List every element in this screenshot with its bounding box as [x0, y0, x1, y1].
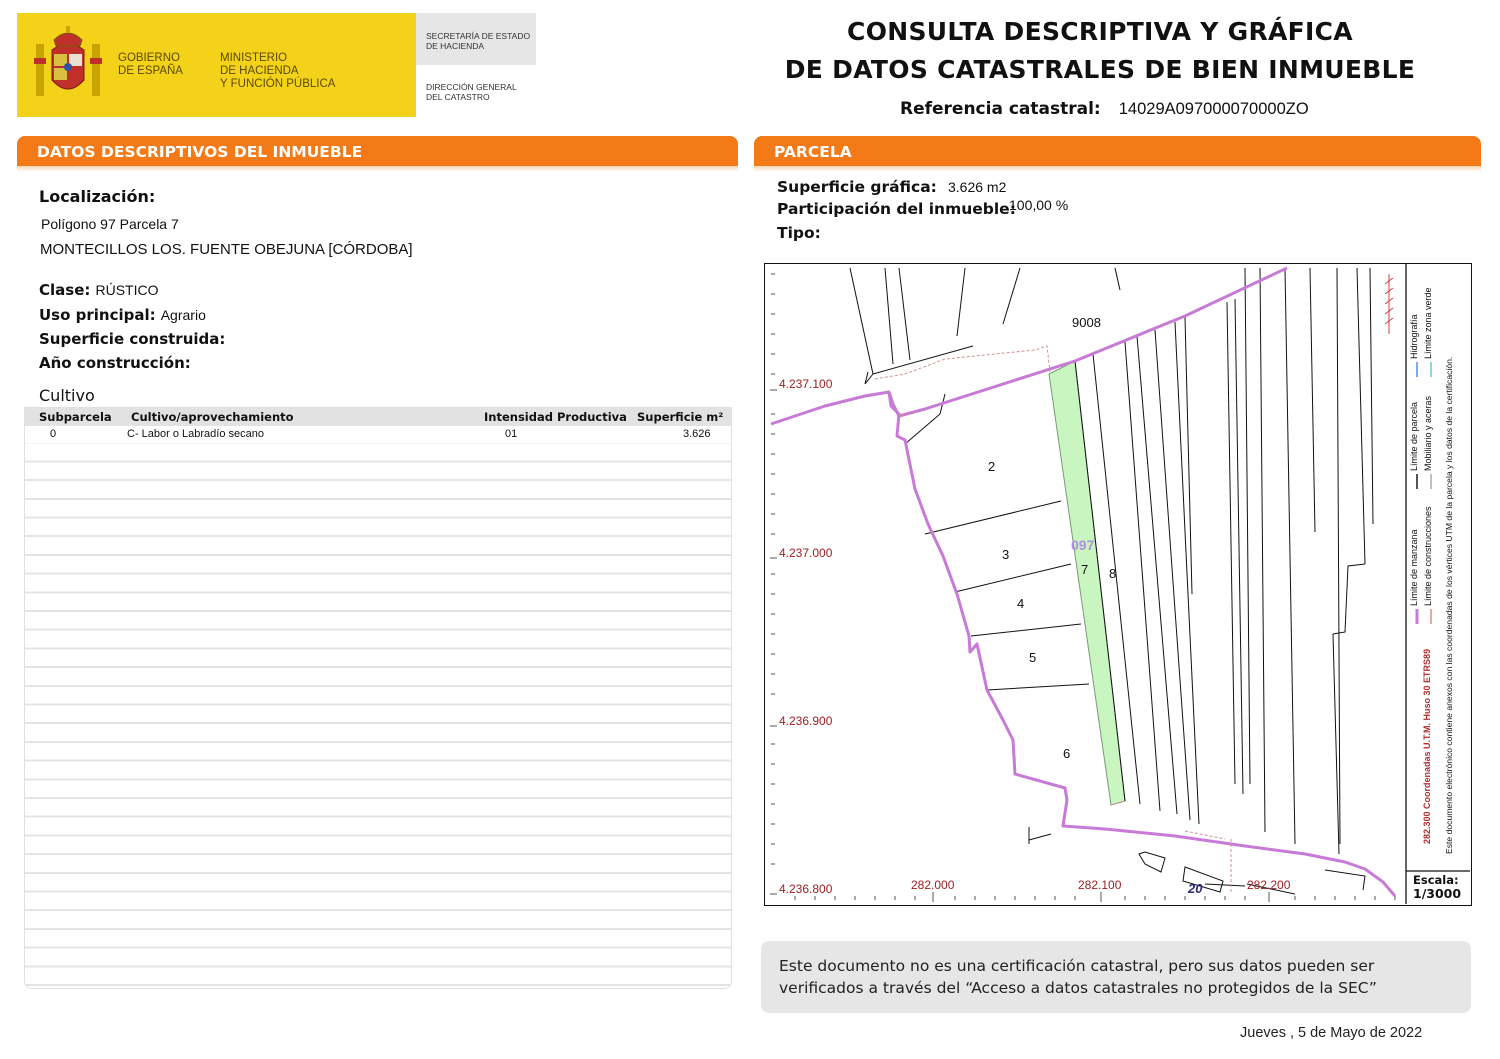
map-label-6: 6 — [1063, 746, 1071, 761]
legend-document-note: Este documento electrónico contiene anexos con las coordenadas de los vértices UTM de la parcela y los datos de la certificación. — [1444, 356, 1454, 854]
y-tick-label: 4.236.900 — [779, 714, 833, 728]
map-drawing — [765, 264, 1470, 904]
ministerio-text: MINISTERIO DE HACIENDA Y FUNCIÓN PÚBLICA — [220, 52, 336, 90]
cultivo-title: Cultivo — [39, 386, 95, 405]
map-label-8: 8 — [1109, 566, 1117, 581]
map-label-2: 2 — [988, 459, 996, 474]
participacion-label: Participación del inmueble: — [777, 200, 1016, 218]
map-label-4: 4 — [1017, 596, 1025, 611]
secretaria-text: SECRETARÍA DE ESTADO DE HACIENDA — [426, 31, 531, 51]
legend-manzana: Límite de manzana — [1409, 529, 1419, 606]
table-row — [25, 426, 731, 443]
legend-zona-verde: Límite zona verde — [1423, 287, 1433, 359]
coat-of-arms-icon — [30, 24, 106, 104]
clase-label: Clase: — [39, 281, 91, 299]
referencia-label: Referencia catastral: — [900, 99, 1101, 119]
map-label-9008: 9008 — [1072, 315, 1101, 330]
cell-intensidad: 01 — [505, 428, 518, 440]
localizacion-line1: Polígono 97 Parcela 7 — [41, 216, 179, 232]
cell-cultivo: C- Labor o Labradío secano — [127, 428, 264, 440]
legend-mobiliario: Mobiliario y aceras — [1423, 395, 1433, 471]
x-tick-label: 282.000 — [911, 878, 955, 892]
scale-label: Escala: — [1413, 873, 1459, 887]
superficie-grafica-value: 3.626 m2 — [947, 179, 1007, 195]
cadastral-map — [764, 263, 1472, 906]
referencia-value: 14029A097000070000ZO — [1118, 100, 1309, 118]
referencia-catastral — [900, 99, 1309, 119]
clase-value: RÚSTICO — [95, 282, 159, 298]
page-title-line1: CONSULTA DESCRIPTIVA Y GRÁFICA — [847, 17, 1353, 46]
map-label-poligono: 097 — [1071, 537, 1095, 553]
localizacion-label: Localización: — [39, 187, 156, 206]
header-cultivo: Cultivo/aprovechamiento — [131, 410, 294, 424]
superficie-grafica-row — [777, 177, 1006, 196]
uso-value: Agrario — [160, 307, 206, 323]
document-date: Jueves , 5 de Mayo de 2022 — [1240, 1025, 1423, 1041]
legend-parcela: Límite de parcela — [1409, 401, 1419, 471]
anio-construccion-label: Año construcción: — [39, 354, 191, 372]
map-label-3: 3 — [1002, 547, 1010, 562]
map-label-7: 7 — [1081, 562, 1089, 577]
disclaimer-note: Este documento no es una certificación catastral, pero sus datos pueden ser verificados a través del “Acceso a datos catastrales no protegidos de la SEC” — [761, 941, 1471, 1013]
map-label-20: 20 — [1188, 881, 1203, 896]
superficie-construida-label: Superficie construida: — [39, 330, 226, 348]
legend-coordinates: 282.300 Coordenadas U.T.M. Huso 30 ETRS89 — [1422, 648, 1432, 844]
x-tick-label: 282.200 — [1247, 878, 1291, 892]
localizacion-line2: MONTECILLOS LOS. FUENTE OBEJUNA [CÓRDOBA] — [40, 241, 413, 258]
participacion-value: 100,00 % — [1009, 197, 1069, 213]
cultivo-table — [24, 407, 732, 989]
y-tick-label: 4.236.800 — [779, 882, 833, 896]
section-bar-descriptivos: DATOS DESCRIPTIVOS DEL INMUEBLE — [17, 136, 738, 166]
x-tick-label: 282.100 — [1078, 878, 1122, 892]
table-header — [25, 408, 731, 426]
superficie-grafica-label: Superficie gráfica: — [777, 178, 937, 196]
section-bar-shadow — [17, 166, 738, 172]
cell-subparcela: 0 — [50, 428, 57, 440]
scale-value: 1/3000 — [1413, 886, 1462, 901]
gobierno-text: GOBIERNO DE ESPAÑA — [118, 52, 183, 77]
uso-row — [39, 305, 206, 324]
y-tick-label: 4.237.100 — [779, 377, 833, 391]
direccion-text: DIRECCIÓN GENERAL DEL CATASTRO — [426, 82, 517, 102]
header-intensidad: Intensidad Productiva — [484, 410, 627, 424]
legend-construcciones: Límite de construcciones — [1423, 506, 1433, 606]
section-bar-shadow — [754, 166, 1481, 172]
clase-row — [39, 280, 158, 299]
legend-hidrografia: Hidrografía — [1409, 314, 1419, 359]
y-tick-label: 4.237.000 — [779, 546, 833, 560]
section-bar-parcela: PARCELA — [754, 136, 1481, 166]
header-subparcela: Subparcela — [39, 410, 112, 424]
tipo-label: Tipo: — [777, 224, 821, 242]
map-label-5: 5 — [1029, 650, 1037, 665]
cell-superficie: 3.626 — [683, 428, 711, 440]
uso-label: Uso principal: — [39, 306, 156, 324]
page-title-line2: DE DATOS CATASTRALES DE BIEN INMUEBLE — [784, 55, 1416, 84]
header-superficie: Superficie m² — [637, 410, 724, 424]
